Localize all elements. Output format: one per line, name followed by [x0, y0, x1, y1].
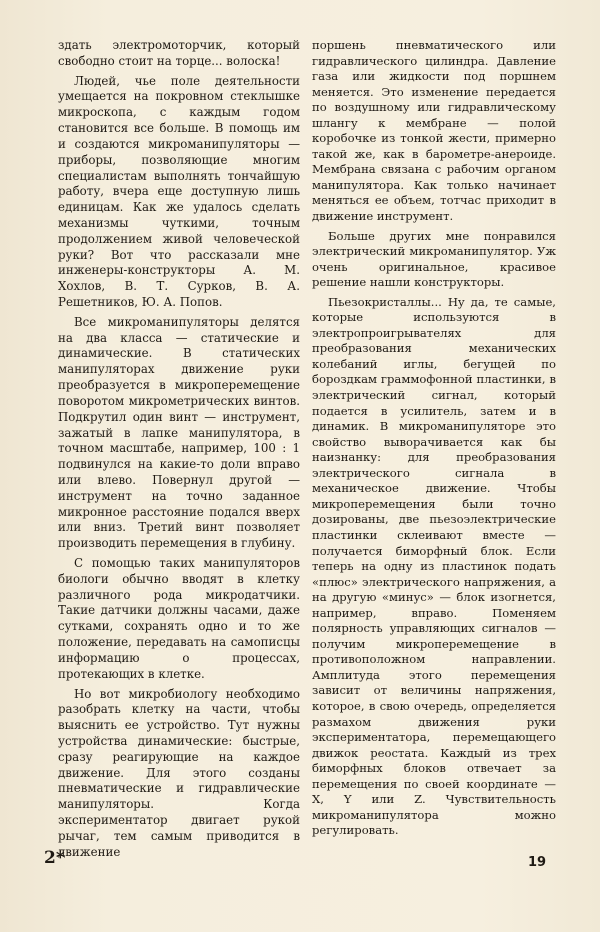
paragraph: Но вот микробиологу необходимо разобрать клетку на части, чтобы выяснить ее устройство. Тут нужны устройства динамические: быстрые, сразу реагирующие на каждое движение. Для этого созданы пневматические и гидравлические манипуляторы. Когда экспериментатор двигает рукой рычаг, тем самым приводится в движение	[58, 686, 300, 859]
paragraph: Пьезокристаллы... Ну да, те самые, которые используются в электропроигрывателях для преобразования механических колебаний иглы, бегущей по бороздкам граммофонной пластинки, в электрический сигнал, который подается в усилитель, затем и в динамик. В микроманипуляторе это свойство выворачивается как бы наизнанку: для преобразования электрического сигнала в механическое движение. Чтобы микроперемещения были точно дозированы, две пьезоэлектрические пластинки склеивают вместе — получается биморфный блок. Если теперь на одну из пластинок подать «плюс» электрического напряжения, а на другую «минус» — блок изогнется, например, вправо. Поменяем полярность управляющих сигналов — получим микроперемещение в противоположном направлении. Амплитуда этого перемещения зависит от величины напряжения, которое, в свою очередь, определяется размахом движения руки экспериментатора, перемещающего движок реостата. Каждый из трех биморфных блоков отвечает за перемещения по своей координате — X, Y или Z. Чувствительность микроманипулятора можно регулировать.	[312, 294, 556, 838]
left-column	[58, 38, 300, 860]
signature-mark: 2*	[44, 848, 65, 868]
right-column	[312, 38, 556, 839]
paragraph: Больше других мне понравился электрический микроманипулятор. Уж очень оригинальное, красивое решение нашли конструкторы.	[312, 228, 556, 290]
paragraph: здать электромоторчик, который свободно стоит на торце... волоска!	[58, 38, 300, 68]
page-number: 19	[528, 855, 547, 870]
paragraph: поршень пневматического или гидравлического цилиндра. Давление газа или жидкости под поршнем меняется. Это изменение передается по воздушному или гидравлическому шлангу к мембране — полой коробочке из тонкой жести, примерно такой же, как в барометре-анероиде. Мембрана связана с рабочим органом манипулятора. Как только начинает меняться ее объем, тотчас приходит в движение инструмент.	[312, 38, 556, 224]
paragraph: Людей, чье поле деятельности умещается на покровном стеклышке микроскопа, с каждым годом становится все больше. В помощь им и создаются микроманипуляторы — приборы, позволяющие многим специалистам выполнять тончайшую работу, вчера еще доступную лишь единицам. Как же удалось сделать механизмы чуткими, точным продолжением живой человеческой руки? Вот что рассказали мне инженеры-конструкторы А. М. Хохлов, В. Т. Сурков, В. А. Решетников, Ю. А. Попов.	[58, 73, 300, 309]
paragraph: Все микроманипуляторы делятся на два класса — статические и динамические. В статических манипуляторах движение руки преобразуется в микроперемещение поворотом микрометрических винтов. Подкрутил один винт — инструмент, зажатый в лапке манипулятора, в точном масштабе, например, 100 : 1 подвинулся на какие-то доли вправо или влево. Повернул другой — инструмент на точно заданное микронное расстояние подался вверх или вниз. Третий винт позволяет производить перемещения в глубину.	[58, 314, 300, 551]
paragraph: С помощью таких манипуляторов биологи обычно вводят в клетку различного рода микродатчики. Такие датчики должны часами, даже сутками, сохранять одно и то же положение, передавать на самописцы информацию о процессах, протекающих в клетке.	[58, 556, 300, 681]
